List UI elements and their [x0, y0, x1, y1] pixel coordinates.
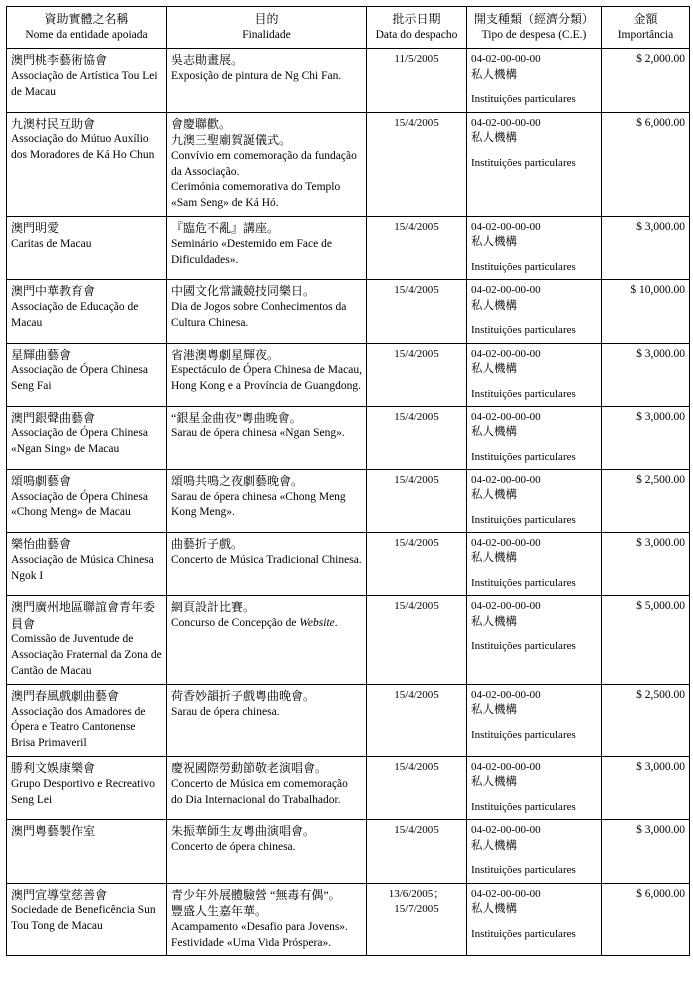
column-header-date-zh: 批示日期 [392, 12, 441, 26]
cell-amount: $ 6,000.00 [602, 112, 690, 217]
column-header-purpose [167, 7, 367, 49]
cell-date [367, 217, 467, 280]
entity-name-pt: Comissão de Juventude de Associação Fraternal da Zona de Cantão de Macau [11, 633, 162, 678]
expense-type-zh: 私人機構 [471, 131, 517, 144]
cell-entity [7, 820, 167, 883]
purpose-pt: Convívio em comemoração da fundação da Associação. [171, 149, 357, 178]
expense-type-pt: Instituições particulares [471, 801, 576, 814]
cell-purpose [167, 280, 367, 343]
cell-expense-type [467, 596, 602, 685]
cell-purpose [167, 112, 367, 217]
expense-type-pt: Instituições particulares [471, 577, 576, 590]
entity-name-pt: Associação do Mútuo Auxílio dos Moradores de Ká Ho Chun [11, 133, 155, 162]
grants-table [6, 6, 690, 956]
entity-name-zh: 九澳村民互助會 [11, 116, 96, 131]
purpose-pt: Seminário «Destemido em Face de Dificuldades». [171, 237, 332, 266]
table-row [7, 685, 690, 757]
entity-name-zh: 澳門粵藝製作室 [11, 824, 96, 839]
expense-type-zh: 私人機構 [471, 362, 517, 375]
entity-name-pt: Associação de Ópera Chinesa Seng Fai [11, 364, 148, 392]
purpose-zh: 會慶聯歡。 [171, 116, 232, 131]
entity-name-pt: Associação de Educação de Macau [11, 300, 139, 329]
expense-code: 04-02-00-00-00 [471, 347, 541, 360]
expense-type-zh: 私人機構 [471, 299, 517, 312]
cell-entity [7, 685, 167, 757]
cell-purpose [167, 685, 367, 757]
cell-amount: $ 3,000.00 [602, 757, 690, 820]
expense-code: 04-02-00-00-00 [471, 116, 541, 129]
cell-amount: $ 3,000.00 [602, 820, 690, 883]
cell-amount: $ 2,000.00 [602, 49, 690, 112]
table-row [7, 883, 690, 956]
column-header-entity-zh: 資助實體之名稱 [44, 12, 129, 26]
expense-code: 04-02-00-00-00 [471, 600, 541, 613]
cell-date [367, 533, 467, 596]
column-header-purpose-zh: 目的 [254, 12, 279, 26]
expense-type-zh: 私人機構 [471, 839, 517, 852]
purpose-pt: Concerto de ópera chinesa. [171, 840, 296, 853]
entity-name-zh: 澳門中華教育會 [11, 284, 96, 299]
cell-amount: $ 3,000.00 [602, 343, 690, 406]
expense-type-zh: 私人機構 [471, 552, 517, 565]
column-header-entity [7, 7, 167, 49]
cell-date [367, 469, 467, 532]
purpose-zh: 慶祝國際勞動節敬老演唱會。 [171, 761, 328, 776]
expense-type-pt: Instituições particulares [471, 513, 576, 526]
purpose-zh: 豐盛人生嘉年華。 [171, 904, 268, 919]
cell-amount: $ 2,500.00 [602, 469, 690, 532]
despacho-date: 15/7/2005 [394, 902, 439, 915]
table-row [7, 596, 690, 685]
table-row [7, 343, 690, 406]
column-header-amount-zh: 金額 [633, 12, 658, 26]
cell-date [367, 685, 467, 757]
cell-purpose [167, 469, 367, 532]
expense-code: 04-02-00-00-00 [471, 887, 541, 900]
expense-type-pt: Instituições particulares [471, 450, 576, 463]
cell-entity [7, 112, 167, 217]
purpose-pt: Acampamento «Desafio para Jovens». [171, 920, 348, 933]
purpose-pt: Sarau de ópera chinesa «Chong Meng Kong Meng». [171, 490, 346, 519]
cell-expense-type [467, 343, 602, 406]
cell-amount: $ 5,000.00 [602, 596, 690, 685]
expense-type-pt: Instituições particulares [471, 864, 576, 877]
cell-date [367, 820, 467, 883]
cell-expense-type [467, 217, 602, 280]
expense-code: 04-02-00-00-00 [471, 473, 541, 486]
column-header-amount [602, 7, 690, 49]
expense-code: 04-02-00-00-00 [471, 537, 541, 550]
entity-name-pt: Associação dos Amadores de Ópera e Teatro Cantonense Brisa Primaveril [11, 705, 146, 750]
purpose-pt: Concerto de Música em comemoração do Dia Internacional do Trabalhador. [171, 777, 348, 806]
purpose-zh: “銀星金曲夜”粵曲晚會。 [171, 410, 302, 425]
purpose-zh: 九澳三聖廟賀誕儀式。 [171, 133, 292, 148]
column-header-purpose-pt: Finalidade [242, 28, 291, 41]
purpose-zh: 網頁設計比賽。 [171, 600, 256, 615]
expense-code: 04-02-00-00-00 [471, 221, 541, 234]
expense-type-zh: 私人機構 [471, 902, 517, 915]
purpose-zh: 吳志勛畫展。 [171, 53, 244, 68]
cell-entity [7, 280, 167, 343]
cell-purpose [167, 596, 367, 685]
entity-name-zh: 澳門廣州地區聯誼會青年委員會 [11, 600, 156, 631]
column-header-date [367, 7, 467, 49]
cell-purpose [167, 217, 367, 280]
expense-type-pt: Instituições particulares [471, 387, 576, 400]
expense-code: 04-02-00-00-00 [471, 689, 541, 702]
cell-purpose [167, 49, 367, 112]
despacho-date: 15/4/2005 [394, 824, 439, 837]
purpose-pt-emphasis: Website [299, 616, 335, 629]
expense-code: 04-02-00-00-00 [471, 824, 541, 837]
cell-amount: $ 6,000.00 [602, 883, 690, 956]
column-header-type-zh: 開支種類（經濟分類） [473, 12, 594, 26]
purpose-pt: Exposição de pintura de Ng Chi Fan. [171, 69, 342, 82]
header-row [7, 7, 690, 49]
purpose-pt: Concurso de Concepção de Website. [171, 616, 338, 629]
cell-expense-type [467, 49, 602, 112]
expense-type-zh: 私人機構 [471, 489, 517, 502]
despacho-date: 15/4/2005 [394, 689, 439, 702]
cell-date [367, 406, 467, 469]
entity-name-zh: 澳門銀聲曲藝會 [11, 410, 96, 425]
purpose-zh: 頌鳴共鳴之夜劇藝晚會。 [171, 473, 304, 488]
expense-code: 04-02-00-00-00 [471, 410, 541, 423]
cell-expense-type [467, 883, 602, 956]
column-header-entity-pt: Nome da entidade apoiada [25, 28, 148, 41]
table-row [7, 280, 690, 343]
cell-entity [7, 883, 167, 956]
expense-code: 04-02-00-00-00 [471, 53, 541, 66]
cell-expense-type [467, 757, 602, 820]
purpose-pt: Concerto de Música Tradicional Chinesa. [171, 553, 362, 566]
expense-code: 04-02-00-00-00 [471, 284, 541, 297]
cell-entity [7, 406, 167, 469]
despacho-date: 11/5/2005 [394, 53, 439, 66]
cell-date [367, 883, 467, 956]
purpose-zh: 青少年外展體驗營 “無毒有偶”。 [171, 887, 341, 902]
despacho-date: 15/4/2005 [394, 600, 439, 613]
despacho-date: 15/4/2005 [394, 221, 439, 234]
entity-name-zh: 澳門明愛 [11, 221, 60, 236]
entity-name-pt: Caritas de Macau [11, 237, 92, 250]
expense-type-pt: Instituições particulares [471, 261, 576, 274]
table-row [7, 217, 690, 280]
expense-type-zh: 私人機構 [471, 776, 517, 789]
purpose-zh: 曲藝折子戲。 [171, 537, 244, 552]
entity-name-zh: 澳門春風戲劇曲藝會 [11, 689, 120, 704]
despacho-date: 13/6/2005； [388, 887, 445, 900]
purpose-zh: 荷香妙韻折子戲粵曲晚會。 [171, 689, 316, 704]
cell-amount: $ 3,000.00 [602, 217, 690, 280]
purpose-pt: Cerimónia comemorativa do Templo «Sam Seng» de Ká Hó. [171, 181, 341, 210]
cell-expense-type [467, 820, 602, 883]
purpose-zh: 省港澳粵劇星輝夜。 [171, 347, 280, 362]
cell-date [367, 49, 467, 112]
purpose-pt: Sarau de ópera chinesa «Ngan Seng». [171, 427, 345, 440]
cell-entity [7, 533, 167, 596]
entity-name-zh: 樂怡曲藝會 [11, 537, 72, 552]
cell-date [367, 757, 467, 820]
cell-purpose [167, 883, 367, 956]
cell-expense-type [467, 685, 602, 757]
expense-type-pt: Instituições particulares [471, 156, 576, 169]
cell-entity [7, 469, 167, 532]
purpose-pt: Festividade «Uma Vida Próspera». [171, 936, 332, 949]
expense-type-zh: 私人機構 [471, 68, 517, 81]
column-header-type-pt: Tipo de despesa (C.E.) [481, 28, 587, 41]
entity-name-zh: 勝利文娛康樂會 [11, 761, 96, 776]
table-row [7, 757, 690, 820]
table-row [7, 469, 690, 532]
cell-purpose [167, 820, 367, 883]
entity-name-pt: Sociedade de Beneficência Sun Tou Tong de Macau [11, 904, 156, 932]
cell-date [367, 343, 467, 406]
cell-expense-type [467, 406, 602, 469]
entity-name-pt: Associação de Ópera Chinesa «Ngan Sing» de Macau [11, 427, 148, 456]
expense-type-zh: 私人機構 [471, 425, 517, 438]
purpose-zh: 中國文化常識競技同樂日。 [171, 284, 316, 299]
entity-name-pt: Associação de Música Chinesa Ngok I [11, 553, 154, 582]
column-header-date-pt: Data do despacho [375, 28, 458, 41]
table-row [7, 406, 690, 469]
entity-name-zh: 頌鳴劇藝會 [11, 473, 72, 488]
purpose-pt: Dia de Jogos sobre Conhecimentos da Cultura Chinesa. [171, 300, 347, 329]
expense-code: 04-02-00-00-00 [471, 761, 541, 774]
cell-entity [7, 596, 167, 685]
purpose-zh: 『臨危不亂』講座。 [171, 221, 280, 236]
table-row [7, 820, 690, 883]
cell-amount: $ 10,000.00 [602, 280, 690, 343]
entity-name-zh: 星輝曲藝會 [11, 347, 72, 362]
entity-name-pt: Associação de Ópera Chinesa «Chong Meng» de Macau [11, 490, 148, 519]
expense-type-pt: Instituições particulares [471, 93, 576, 106]
despacho-date: 15/4/2005 [394, 473, 439, 486]
table-header [7, 7, 690, 49]
column-header-amount-pt: Importância [617, 28, 674, 41]
cell-purpose [167, 406, 367, 469]
despacho-date: 15/4/2005 [394, 410, 439, 423]
despacho-date: 15/4/2005 [394, 537, 439, 550]
expense-type-zh: 私人機構 [471, 704, 517, 717]
expense-type-pt: Instituições particulares [471, 729, 576, 742]
cell-entity [7, 757, 167, 820]
expense-type-pt: Instituições particulares [471, 927, 576, 940]
cell-amount: $ 3,000.00 [602, 406, 690, 469]
entity-name-pt: Associação de Artística Tou Lei de Macau [11, 69, 158, 98]
cell-date [367, 596, 467, 685]
cell-date [367, 112, 467, 217]
purpose-pt: Sarau de ópera chinesa. [171, 705, 280, 718]
cell-expense-type [467, 112, 602, 217]
cell-purpose [167, 343, 367, 406]
table-row [7, 112, 690, 217]
expense-type-pt: Instituições particulares [471, 640, 576, 653]
entity-name-zh: 澳門宣導堂慈善會 [11, 887, 108, 902]
despacho-date: 15/4/2005 [394, 347, 439, 360]
expense-type-zh: 私人機構 [471, 615, 517, 628]
cell-entity [7, 343, 167, 406]
entity-name-pt: Grupo Desportivo e Recreativo Seng Lei [11, 777, 156, 806]
despacho-date: 15/4/2005 [394, 761, 439, 774]
cell-expense-type [467, 280, 602, 343]
table-body [7, 49, 690, 956]
cell-date [367, 280, 467, 343]
despacho-date: 15/4/2005 [394, 116, 439, 129]
cell-entity [7, 217, 167, 280]
cell-purpose [167, 757, 367, 820]
purpose-pt: Espectáculo de Ópera Chinesa de Macau, Hong Kong e a Província de Guangdong. [171, 364, 362, 392]
cell-amount: $ 2,500.00 [602, 685, 690, 757]
table-row [7, 533, 690, 596]
purpose-zh: 朱振華師生友粵曲演唱會。 [171, 824, 316, 839]
cell-entity [7, 49, 167, 112]
column-header-type [467, 7, 602, 49]
despacho-date: 15/4/2005 [394, 284, 439, 297]
cell-expense-type [467, 533, 602, 596]
entity-name-zh: 澳門桃李藝術協會 [11, 53, 108, 68]
table-row [7, 49, 690, 112]
cell-amount: $ 3,000.00 [602, 533, 690, 596]
cell-expense-type [467, 469, 602, 532]
cell-purpose [167, 533, 367, 596]
expense-type-zh: 私人機構 [471, 236, 517, 249]
expense-type-pt: Instituições particulares [471, 324, 576, 337]
